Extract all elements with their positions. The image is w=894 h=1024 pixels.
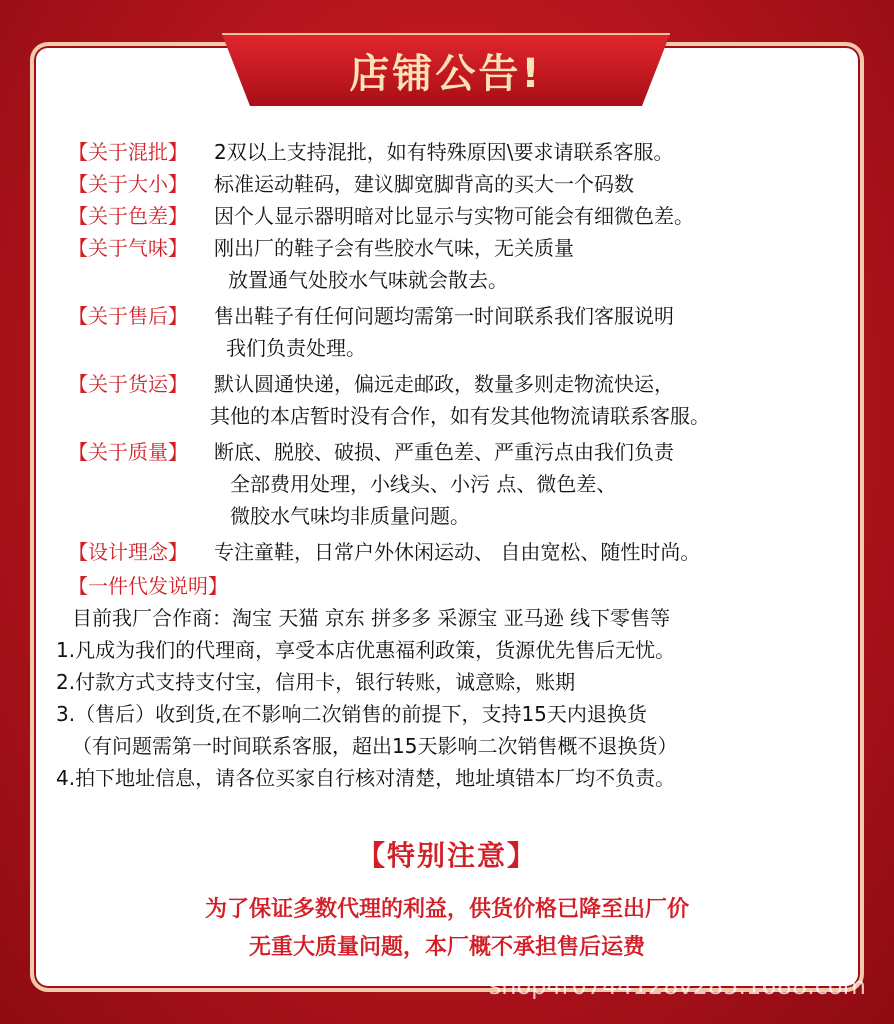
rule-text: 标准运动鞋码，建议脚宽脚背高的买大一个码数 <box>214 172 634 196</box>
page-title: 店铺公告! <box>349 51 543 97</box>
rule-tag: 【关于售后】 <box>68 304 188 328</box>
shop-watermark: shop4r0744128v285.1688.com <box>488 972 866 1000</box>
rule-text: 2双以上支持混批，如有特殊原因\要求请联系客服。 <box>214 140 674 164</box>
rule-text: 微胶水气味均非质量问题。 <box>230 504 470 528</box>
rule-item <box>68 168 858 200</box>
rule-text: 断底、脱胶、破损、严重色差、严重污点由我们负责 <box>214 440 674 464</box>
dropship-item: 2.付款方式支持支付宝，信用卡，银行转账，诚意赊，账期 <box>56 670 576 694</box>
partners-text: 目前我厂合作商：淘宝 天猫 京东 拼多多 采源宝 亚马逊 线下零售等 <box>72 606 671 630</box>
rule-tag: 【关于货运】 <box>68 372 188 396</box>
rule-tag: 【设计理念】 <box>68 540 188 564</box>
rule-text: 全部费用处理，小线头、小污 点、微色差、 <box>230 472 617 496</box>
rule-tag: 【关于质量】 <box>68 440 188 464</box>
rule-text: 因个人显示器明暗对比显示与实物可能会有细微色差。 <box>214 204 694 228</box>
rule-text: 放置通气处胶水气味就会散去。 <box>228 268 508 292</box>
rule-tag: 【关于大小】 <box>68 172 188 196</box>
rule-tag: 【关于气味】 <box>68 236 188 260</box>
rule-item <box>68 300 858 364</box>
rule-tag: 【关于混批】 <box>68 140 188 164</box>
rule-item <box>68 136 858 168</box>
notice-title: 【特别注意】 <box>356 839 537 872</box>
rule-item <box>68 536 858 568</box>
rule-item <box>68 200 858 232</box>
title-banner <box>222 28 670 110</box>
dropship-item: 4.拍下地址信息，请各位买家自行核对清楚，地址填错本厂均不负责。 <box>56 766 676 790</box>
notice-line-2: 无重大质量问题，本厂概不承担售后运费 <box>248 935 645 960</box>
rule-text: 售出鞋子有任何问题均需第一时间联系我们客服说明 <box>214 304 674 328</box>
rule-text: 默认圆通快递，偏远走邮政，数量多则走物流快运， <box>214 372 674 396</box>
dropship-item: 3.（售后）收到货,在不影响二次销售的前提下，支持15天内退换货 <box>56 702 647 726</box>
rule-tag: 【关于色差】 <box>68 204 188 228</box>
rule-text: 刚出厂的鞋子会有些胶水气味，无关质量 <box>214 236 574 260</box>
rule-text: 我们负责处理。 <box>226 336 366 360</box>
rules-list <box>56 136 858 794</box>
dropship-item: 1.凡成为我们的代理商，享受本店优惠福利政策，货源优先售后无忧。 <box>56 638 676 662</box>
dropship-heading: 【一件代发说明】 <box>68 574 228 598</box>
notice-line-1: 为了保证多数代理的利益，供货价格已降至出厂价 <box>204 897 689 922</box>
rule-text: 专注童鞋，日常户外休闲运动、 自由宽松、随性时尚。 <box>214 540 701 564</box>
rule-item <box>68 368 858 432</box>
rule-text: 其他的本店暂时没有合作，如有发其他物流请联系客服。 <box>210 404 710 428</box>
dropship-item: （有问题需第一时间联系客服，超出15天影响二次销售概不退换货） <box>72 734 678 758</box>
rule-item <box>68 436 858 532</box>
rule-item <box>68 232 858 296</box>
